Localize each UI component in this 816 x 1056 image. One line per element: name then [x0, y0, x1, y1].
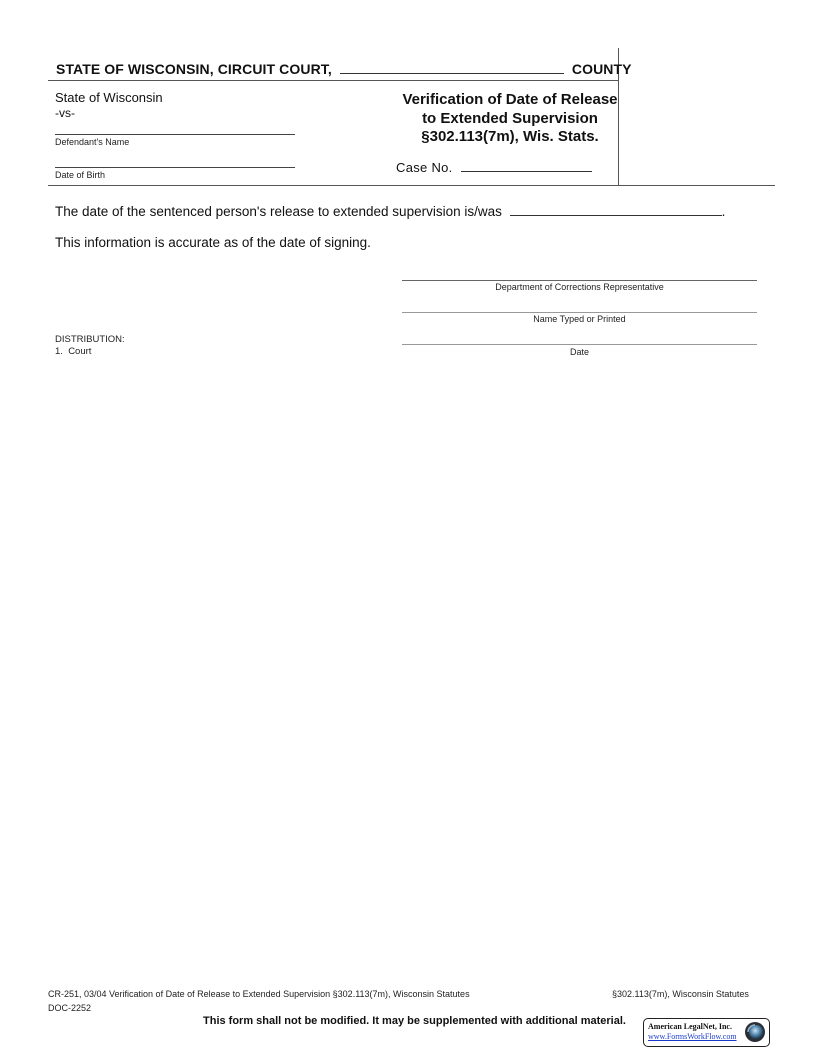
title-line-3: §302.113(7m), Wis. Stats. — [421, 128, 599, 145]
representative-signature-field[interactable] — [402, 280, 757, 281]
case-number-label: Case No. — [396, 160, 453, 175]
title-line-1: Verification of Date of Release — [402, 91, 618, 108]
date-of-birth-label: Date of Birth — [55, 170, 106, 180]
accuracy-statement: This information is accurate as of the date of signing. — [55, 235, 371, 250]
globe-logo-icon — [744, 1021, 766, 1043]
form-title — [360, 91, 660, 147]
case-number-field[interactable] — [461, 159, 592, 172]
release-period: . — [721, 204, 726, 219]
release-date-field[interactable] — [510, 202, 722, 216]
distribution-item: 1. Court — [55, 346, 92, 357]
logo-url-link[interactable]: www.FormsWorkFlow.com — [648, 1032, 737, 1041]
name-typed-field[interactable] — [402, 312, 757, 313]
title-line-2: to Extended Supervision — [422, 109, 598, 127]
caption-bottom-rule — [48, 185, 775, 186]
footer-form-id: CR-251, 03/04 Verification of Date of Release to Extended Supervision §302.113(7m), Wisconsin Statutes — [48, 989, 470, 999]
distribution-heading: DISTRIBUTION: — [55, 334, 125, 345]
court-prefix: STATE OF WISCONSIN, CIRCUIT COURT, — [56, 61, 332, 77]
header-underline — [48, 80, 618, 81]
signature-date-label: Date — [569, 347, 589, 357]
date-of-birth-field[interactable] — [55, 167, 295, 168]
release-statement — [55, 202, 725, 219]
case-number — [396, 159, 592, 175]
release-statement-text: The date of the sentenced person's release to extended supervision is/was — [55, 204, 502, 219]
footer-doc-number: DOC-2252 — [48, 1003, 92, 1013]
logo-company-name: American LegalNet, Inc. — [648, 1022, 732, 1031]
modification-notice: This form shall not be modified. It may be supplemented with additional material. — [203, 1015, 626, 1027]
county-suffix: COUNTY — [571, 61, 632, 77]
name-typed-label: Name Typed or Printed — [533, 314, 626, 324]
defendant-name-label: Defendant's Name — [55, 137, 130, 147]
signature-date-field[interactable] — [402, 344, 757, 345]
plaintiff-name: State of Wisconsin — [55, 90, 163, 105]
county-field[interactable] — [340, 60, 564, 74]
representative-label: Department of Corrections Representative — [495, 282, 664, 292]
defendant-name-field[interactable] — [55, 134, 295, 135]
versus-label: -vs- — [55, 106, 75, 120]
court-header — [56, 60, 632, 77]
footer-statute-ref: §302.113(7m), Wisconsin Statutes — [612, 989, 749, 999]
american-legalnet-logo[interactable] — [643, 1018, 770, 1047]
